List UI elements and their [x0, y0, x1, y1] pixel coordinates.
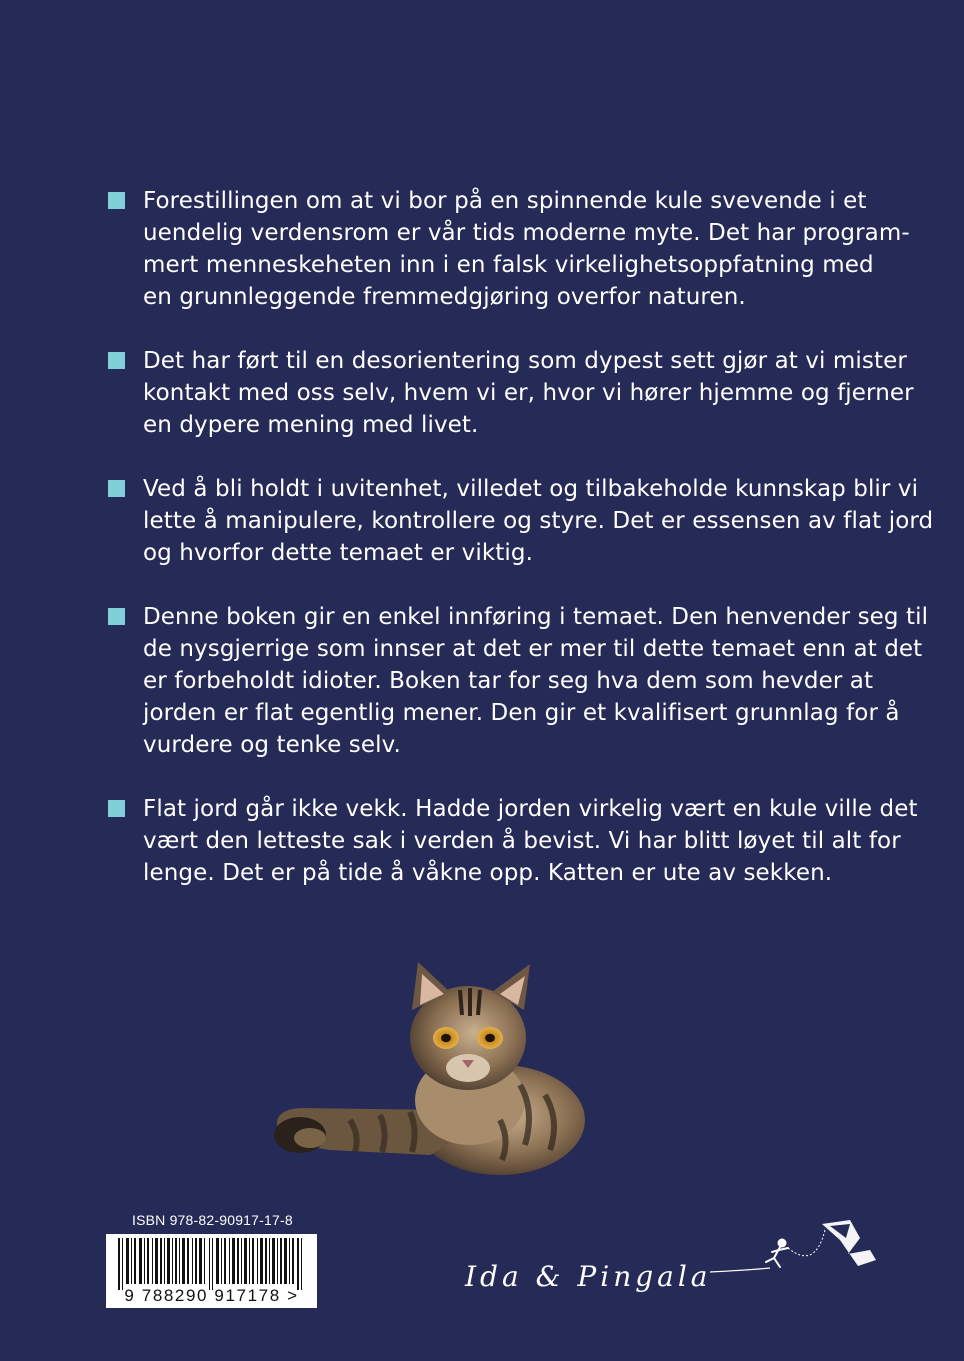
text-line: lette å manipulere, kontrollere og styre. Det er essensen av flat jord — [143, 508, 934, 534]
text-line: jorden er flat egentlig mener. Den gir et kvalifisert grunnlag for å — [143, 700, 900, 726]
text-line: Ved å bli holdt i uvitenhet, villedet og tilbakeholde kunnskap blir vi — [143, 476, 919, 502]
paragraph-text — [143, 601, 929, 761]
paragraph-text — [143, 345, 914, 441]
text-line: og hvorfor dette temaet er viktig. — [143, 540, 533, 566]
barcode-digits: 9 788290 917178 > — [124, 1286, 299, 1305]
tabby-cat-image — [270, 960, 590, 1180]
text-line: vært den letteste sak i verden å bevist. Vi har blitt løyet til alt for — [143, 828, 901, 854]
text-line: mert menneskeheten inn i en falsk virkelighetsoppfatning med — [143, 252, 874, 278]
paragraph-text — [143, 793, 918, 889]
text-line: Forestillingen om at vi bor på en spinnende kule svevende i et — [143, 188, 867, 214]
text-line: kontakt med oss selv, hvem vi er, hvor vi hører hjemme og fjerner — [143, 380, 914, 406]
isbn-barcode — [106, 1234, 317, 1308]
text-line: Flat jord går ikke vekk. Hadde jorden virkelig vært en kule ville det — [143, 796, 918, 822]
square-bullet-icon — [108, 352, 125, 369]
text-line: uendelig verdensrom er vår tids moderne myte. Det har program- — [143, 220, 910, 246]
square-bullet-icon — [108, 192, 125, 209]
isbn-label: ISBN 978-82-90917-17-8 — [132, 1212, 293, 1228]
runner-kite-logo-icon — [700, 1210, 900, 1290]
barcode-bars — [106, 1234, 317, 1290]
square-bullet-icon — [108, 608, 125, 625]
publisher-name: Ida & Pingala — [465, 1260, 712, 1293]
text-line: Denne boken gir en enkel innføring i temaet. Den henvender seg til — [143, 604, 929, 630]
text-line: en dypere mening med livet. — [143, 412, 479, 438]
square-bullet-icon — [108, 800, 125, 817]
paragraph-text — [143, 473, 934, 569]
text-line: de nysgjerrige som innser at det er mer til dette temaet enn at det — [143, 636, 923, 662]
text-line: lenge. Det er på tide å våkne opp. Katten er ute av sekken. — [143, 860, 833, 886]
paragraph-text — [143, 185, 910, 313]
square-bullet-icon — [108, 480, 125, 497]
text-line: en grunnleggende fremmedgjøring overfor naturen. — [143, 284, 746, 310]
text-line: vurdere og tenke selv. — [143, 732, 401, 758]
text-line: er forbeholdt idioter. Boken tar for seg hva dem som hevder at — [143, 668, 874, 694]
text-line: Det har ført til en desorientering som dypest sett gjør at vi mister — [143, 348, 907, 374]
